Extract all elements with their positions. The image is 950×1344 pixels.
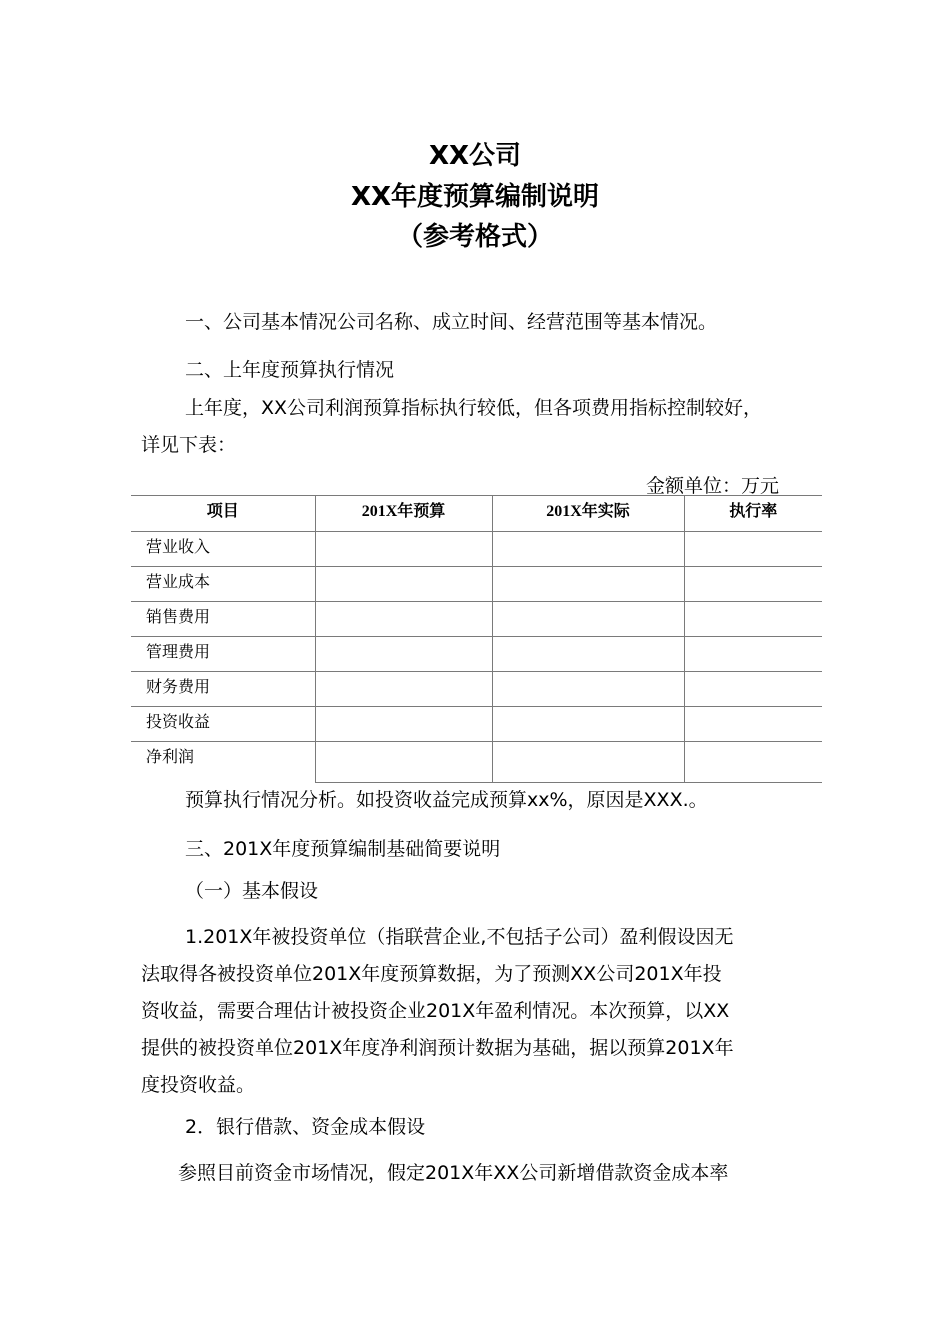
table-cell (315, 672, 492, 707)
table-row (131, 602, 822, 637)
table-cell (315, 567, 492, 602)
table-cell (684, 672, 822, 707)
budget-execution-table (131, 495, 822, 783)
row-label: 财务费用 (131, 672, 315, 707)
row-label: 管理费用 (131, 637, 315, 672)
table-cell (492, 742, 684, 783)
table-cell (684, 602, 822, 637)
row-label: 销售费用 (131, 602, 315, 637)
section-2-para-line1: 上年度，XX公司利润预算指标执行较低，但各项费用指标控制较好， (185, 397, 763, 419)
table-cell (315, 637, 492, 672)
table-cell (315, 602, 492, 637)
section-2-heading: 二、上年度预算执行情况 (185, 359, 395, 381)
table-row (131, 637, 822, 672)
table-header-budget: 201X年预算 (315, 496, 492, 532)
row-label: 营业成本 (131, 567, 315, 602)
table-cell (315, 742, 492, 783)
table-cell (684, 637, 822, 672)
table-cell (492, 707, 684, 742)
table-row (131, 672, 822, 707)
item-1-line1: 1.201X年被投资单位（指联营企业,不包括子公司）盈利假设因无 (185, 926, 734, 948)
section-2-para-line2: 详见下表： (141, 434, 237, 456)
section-1-text: 一、公司基本情况公司名称、成立时间、经营范围等基本情况。 (185, 311, 718, 333)
item-1-line5: 度投资收益。 (141, 1074, 256, 1096)
table-row (131, 532, 822, 567)
table-cell (492, 567, 684, 602)
doc-title-format: （参考格式） (396, 222, 553, 252)
item-1-line3: 资收益，需要合理估计被投资企业201X年盈利情况。本次预算，以XX (141, 1000, 730, 1022)
table-cell (684, 707, 822, 742)
table-cell (492, 602, 684, 637)
table-cell (315, 532, 492, 567)
table-cell (315, 707, 492, 742)
table-header-execution-rate: 执行率 (684, 496, 822, 532)
item-1-line4: 提供的被投资单位201X年度净利润预计数据为基础，据以预算201X年 (141, 1037, 734, 1059)
table-cell (684, 567, 822, 602)
table-cell (492, 637, 684, 672)
table-cell (492, 672, 684, 707)
row-label: 投资收益 (131, 707, 315, 742)
item-1-line2: 法取得各被投资单位201X年度预算数据，为了预测XX公司201X年投 (141, 963, 722, 985)
row-label: 营业收入 (131, 532, 315, 567)
table-row (131, 707, 822, 742)
table-header-item: 项目 (131, 496, 315, 532)
item-2-heading: 2．银行借款、资金成本假设 (185, 1116, 426, 1138)
table-row (131, 742, 822, 783)
item-2-para-line1: 参照目前资金市场情况，假定201X年XX公司新增借款资金成本率 (178, 1162, 729, 1184)
amount-unit-note: 金额单位：万元 (646, 475, 780, 497)
row-label: 净利润 (131, 742, 315, 783)
section-3-heading: 三、201X年度预算编制基础简要说明 (185, 838, 501, 860)
table-cell (684, 532, 822, 567)
table-cell (684, 742, 822, 783)
execution-analysis: 预算执行情况分析。如投资收益完成预算xx%，原因是XXX.。 (185, 789, 708, 811)
doc-title-company: XX公司 (428, 141, 522, 171)
table-header-row (131, 496, 822, 532)
table-cell (492, 532, 684, 567)
table-header-actual: 201X年实际 (492, 496, 684, 532)
doc-title-main: XX年度预算编制说明 (350, 182, 600, 212)
subsection-basic-assumptions: （一）基本假设 (185, 880, 319, 902)
table-row (131, 567, 822, 602)
